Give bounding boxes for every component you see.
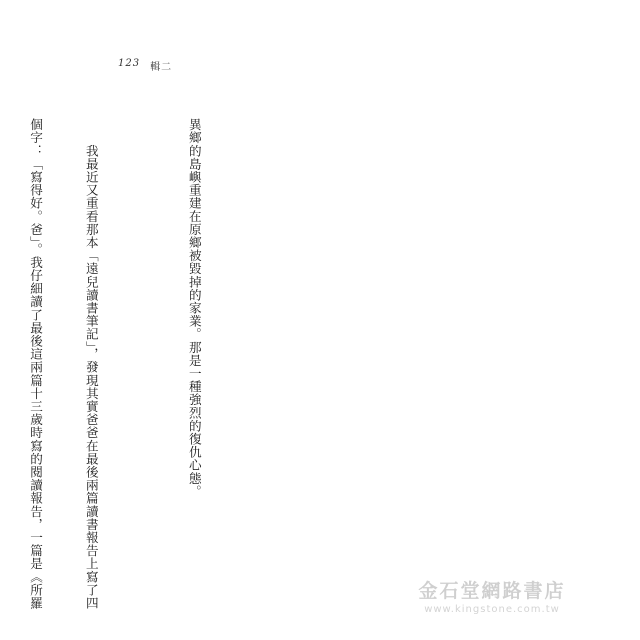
watermark-name: 金石堂網路書店 <box>418 580 566 602</box>
paragraph-gap <box>137 118 147 518</box>
store-watermark <box>392 576 592 615</box>
running-header <box>118 58 172 73</box>
vertical-body-text <box>0 118 240 610</box>
text-line: 異鄉的島嶼重建在原鄉被毀掉的家業。那是一種強烈的復仇心態。 <box>186 118 202 498</box>
text-line: 個字：「寫得好。爸」。我仔細讀了最後這兩篇十三歲時寫的閱讀報告，一篇是《所羅 <box>28 118 44 610</box>
text-line: 我最近又重看那本「遠兒讀書筆記」，發現其實爸爸在最後兩篇讀書報告上寫了四 <box>83 118 99 610</box>
page-number: 123 <box>118 58 141 69</box>
chapter-title: 輯二 <box>150 62 173 73</box>
watermark-url: www.kingstone.com.tw <box>424 604 560 615</box>
